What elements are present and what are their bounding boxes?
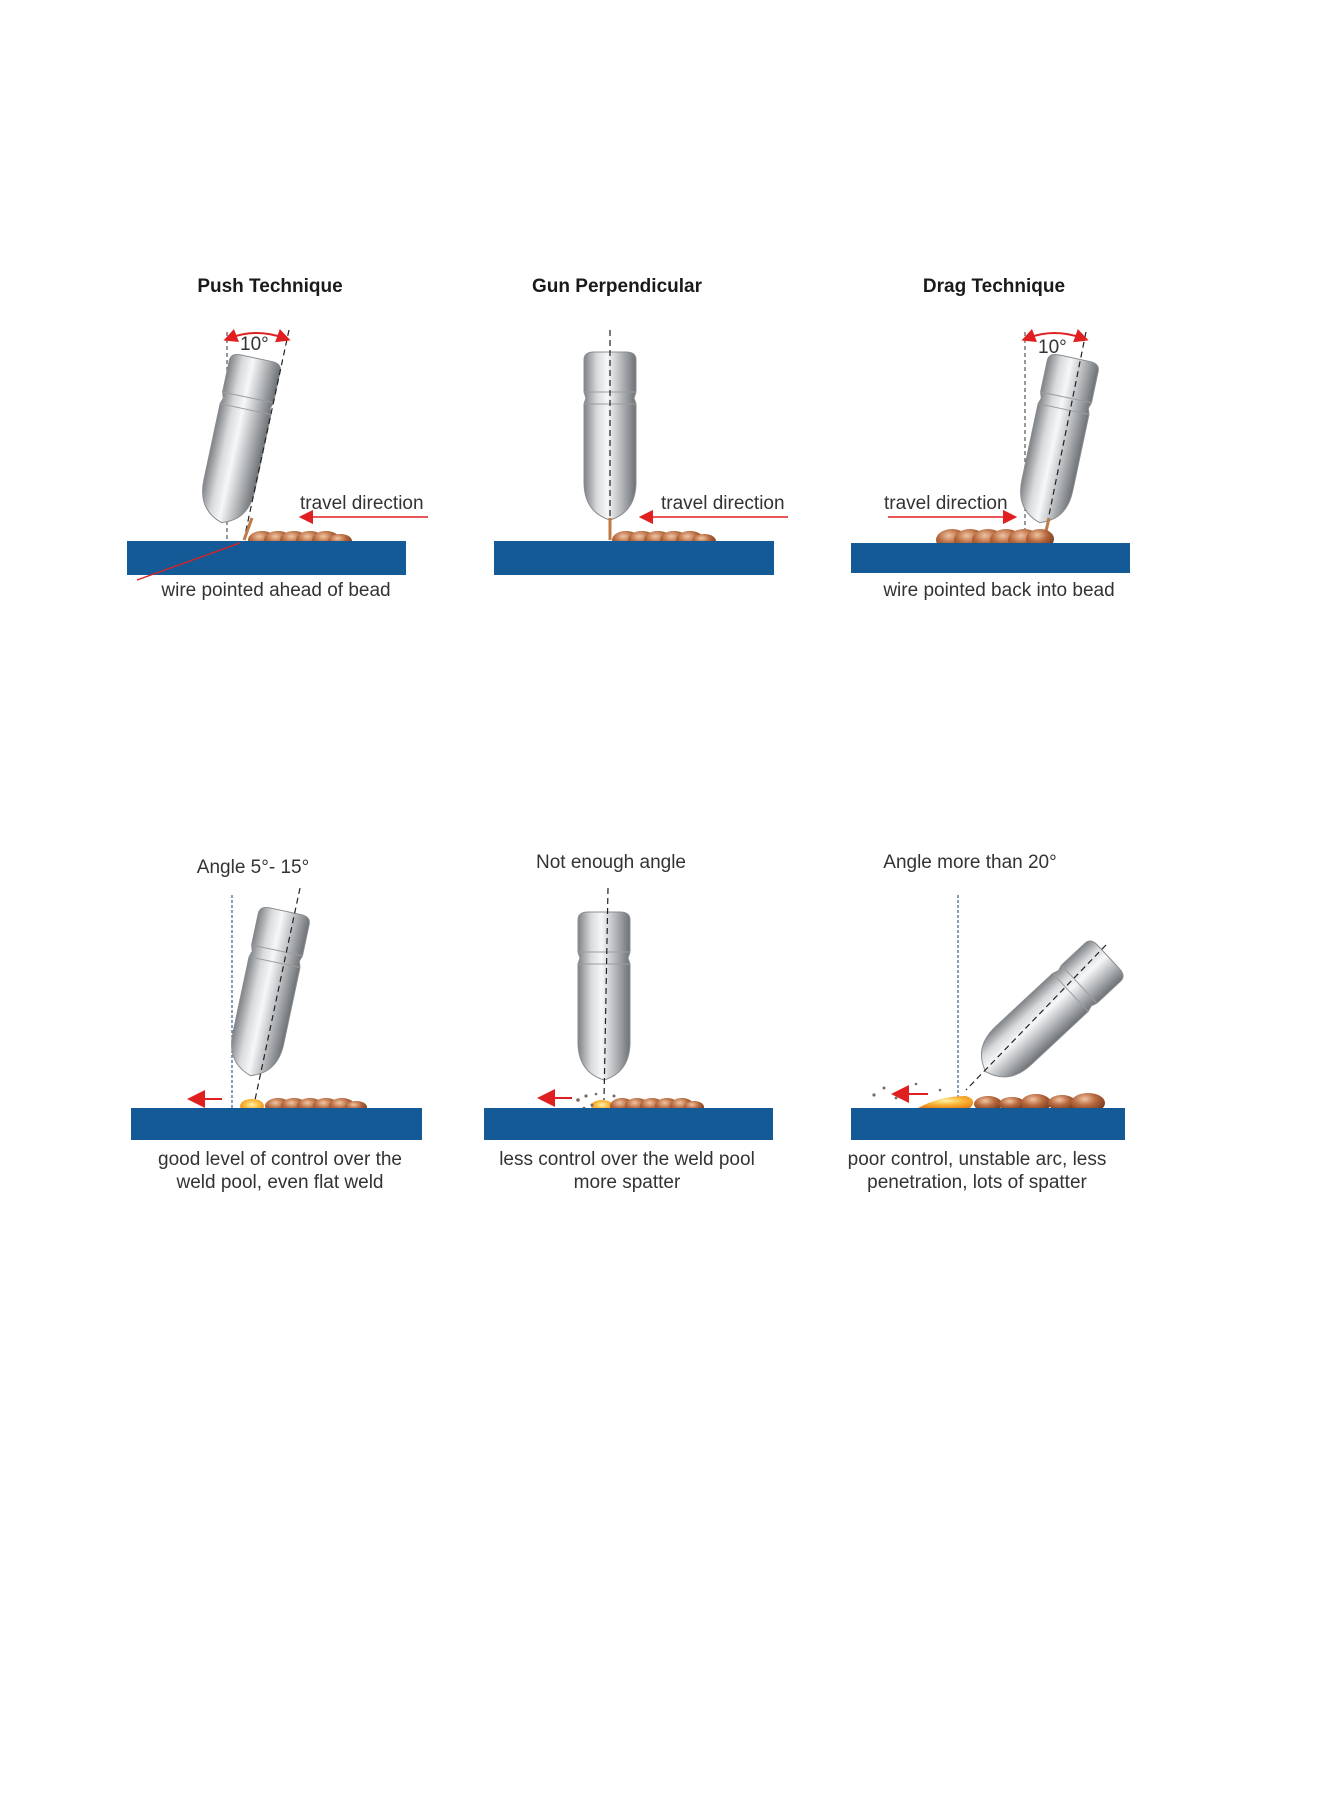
base-plate (131, 1108, 422, 1140)
none-title: Not enough angle (535, 852, 687, 873)
mig-nozzle (225, 906, 311, 1081)
mig-nozzle (968, 938, 1126, 1091)
panel-perpendicular (494, 276, 788, 575)
travel-direction-label: travel direction (884, 493, 1008, 514)
push-caption: wire pointed ahead of bead (161, 580, 391, 601)
panel-drag (851, 276, 1130, 601)
steep-caption-line-2: penetration, lots of spatter (867, 1172, 1087, 1193)
base-plate (484, 1108, 773, 1140)
base-plate (494, 541, 774, 575)
panel-not-enough-angle (484, 852, 773, 1193)
perp-title: Gun Perpendicular (532, 276, 702, 297)
good-title: Angle 5°- 15° (196, 857, 310, 878)
weld-pool (918, 1096, 973, 1108)
panel-good-angle (131, 857, 422, 1193)
nozzle-axis-line (966, 945, 1106, 1090)
base-plate (851, 543, 1130, 573)
drag-title: Drag Technique (922, 276, 1066, 297)
angle-label: 10° (240, 334, 269, 355)
travel-direction-label: travel direction (661, 493, 785, 514)
steep-title: Angle more than 20° (883, 852, 1057, 873)
none-caption-line-1: less control over the weld pool (499, 1149, 755, 1170)
mig-nozzle (578, 912, 630, 1080)
mig-nozzle (196, 353, 282, 528)
panel-steep-angle (848, 852, 1127, 1193)
angle-label: 10° (1038, 337, 1067, 358)
travel-direction-label: travel direction (300, 493, 424, 514)
push-title: Push Technique (197, 276, 343, 297)
good-caption-line-2: weld pool, even flat weld (176, 1172, 384, 1193)
panel-push (127, 276, 428, 601)
mig-nozzle (1014, 353, 1100, 528)
none-caption-line-2: more spatter (573, 1172, 681, 1193)
good-caption-line-1: good level of control over the (158, 1149, 402, 1170)
steep-caption-line-1: poor control, unstable arc, less (847, 1149, 1107, 1170)
drag-caption: wire pointed back into bead (883, 580, 1115, 601)
base-plate (851, 1108, 1125, 1140)
base-plate (127, 541, 406, 575)
